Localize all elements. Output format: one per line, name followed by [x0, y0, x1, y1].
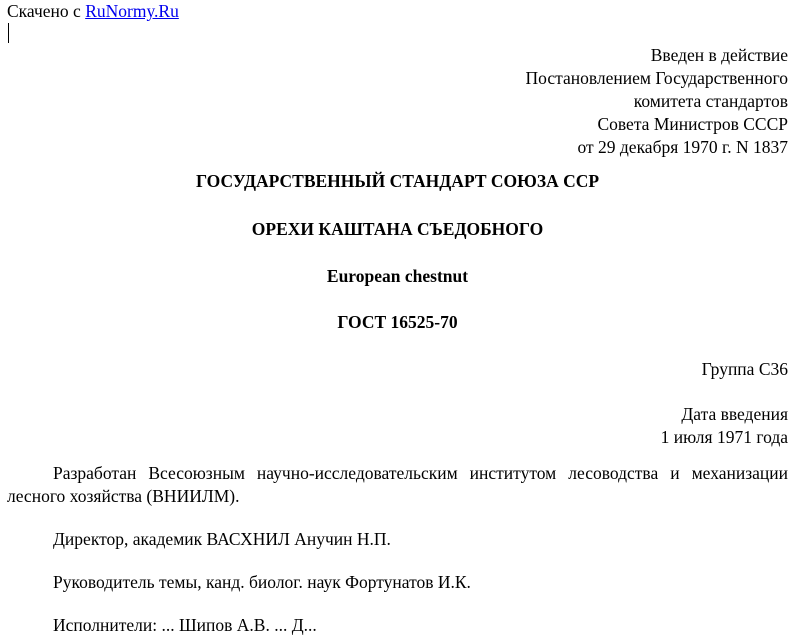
theme-lead-paragraph: Руководитель темы, канд. биолог. наук Фортунатов И.К.	[53, 572, 471, 592]
enactment-line: Постановлением Государственного	[525, 68, 788, 88]
english-title: European chestnut	[326, 266, 469, 286]
performers-paragraph: Исполнители: ... Шипов А.В. ... Д...	[53, 615, 317, 635]
enactment-line: комитета стандартов	[633, 91, 788, 111]
standard-title: ГОСУДАРСТВЕННЫЙ СТАНДАРТ СОЮЗА ССР	[195, 171, 600, 191]
document-page	[7, 0, 788, 637]
director-paragraph: Директор, академик ВАСХНИЛ Анучин Н.П.	[53, 529, 391, 549]
product-title: ОРЕХИ КАШТАНА СЪЕДОБНОГО	[251, 219, 544, 239]
introduction-date: 1 июля 1971 года	[660, 427, 788, 447]
enactment-line: Совета Министров СССР	[597, 114, 788, 134]
introduction-label: Дата введения	[681, 404, 788, 424]
source-line	[7, 0, 788, 23]
source-prefix: Скачено с	[7, 1, 81, 21]
group-label: Группа С36	[701, 359, 788, 379]
enactment-line: Введен в действие	[650, 45, 788, 65]
developer-paragraph: Разработан Всесоюзным научно-исследовательским институтом лесоводства и механизации лесного хозяйства (ВНИИЛМ).	[7, 463, 788, 506]
standard-code: ГОСТ 16525-70	[337, 312, 458, 332]
source-link[interactable]: RuNormy.Ru	[85, 1, 179, 21]
enactment-line: от 29 декабря 1970 г. N 1837	[577, 137, 788, 157]
enactment-block	[7, 44, 788, 159]
introduction-date-block	[7, 403, 788, 449]
